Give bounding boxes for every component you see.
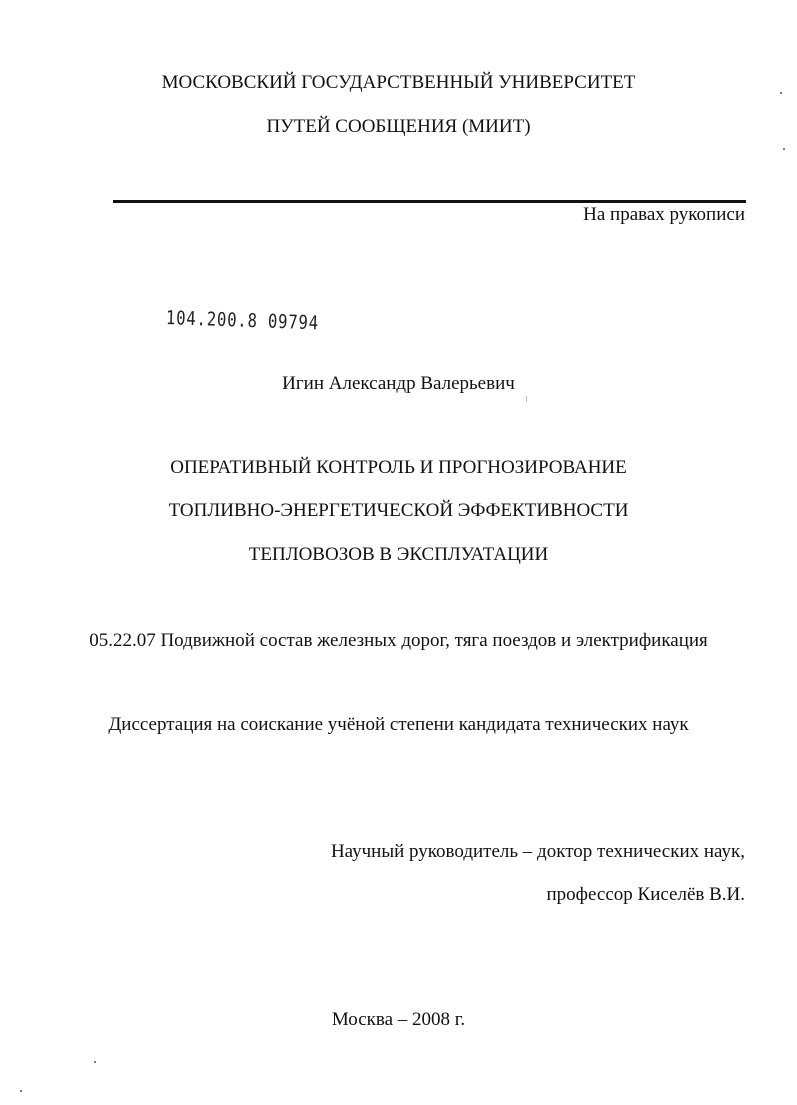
scan-speck [783,148,785,150]
thesis-title-line1: ОПЕРАТИВНЫЙ КОНТРОЛЬ И ПРОГНОЗИРОВАНИЕ [170,457,627,478]
supervisor-line2: профессор Киселёв В.И. [546,884,745,905]
scan-speck [780,92,782,94]
city-year: Москва – 2008 г. [331,1009,466,1030]
header-divider [113,200,746,203]
degree-statement: Диссертация на соискание учёной степени кандидата технических наук [108,714,689,735]
university-name-line1: МОСКОВСКИЙ ГОСУДАРСТВЕННЫЙ УНИВЕРСИТЕТ [161,72,636,93]
university-name-line2: ПУТЕЙ СООБЩЕНИЯ (МИИТ) [266,116,531,137]
scan-mark [526,396,527,402]
thesis-title-line2: ТОПЛИВНО-ЭНЕРГЕТИЧЕСКОЙ ЭФФЕКТИВНОСТИ [168,500,629,521]
author-name: Игин Александр Валерьевич [282,373,515,394]
rights-note: На правах рукописи [583,204,745,225]
specialty-code: 05.22.07 Подвижной состав железных дорог, тяга поездов и электрификация [89,630,708,651]
registry-stamp: 104.200.8 09794 [165,307,320,335]
supervisor-line1: Научный руководитель – доктор технических наук, [330,841,745,862]
scan-speck [20,1090,22,1092]
thesis-title-line3: ТЕПЛОВОЗОВ В ЭКСПЛУАТАЦИИ [248,544,549,565]
scan-speck [94,1061,96,1063]
